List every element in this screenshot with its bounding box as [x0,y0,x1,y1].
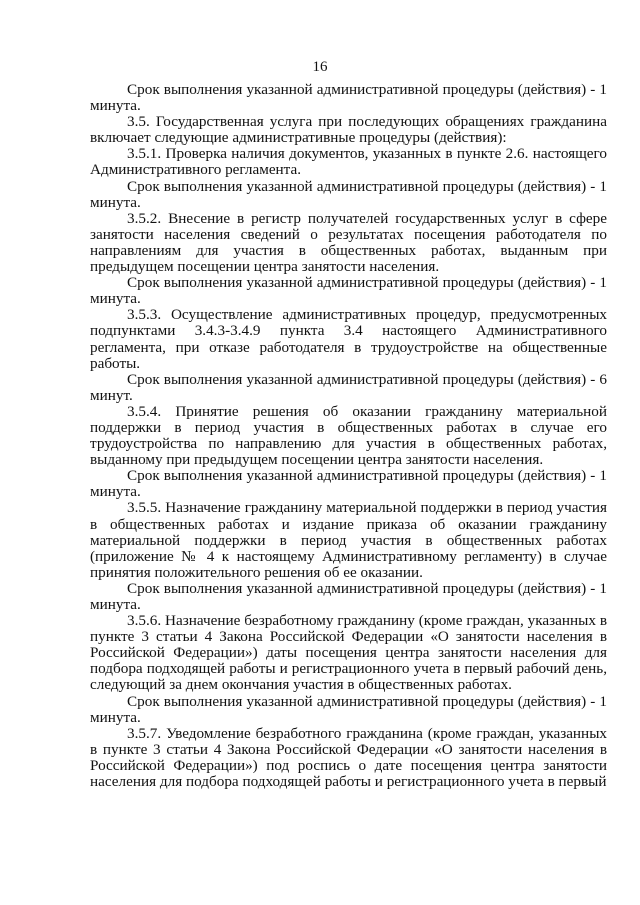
paragraph: Срок выполнения указанной административной процедуры (действия) - 6 минут. [90,370,607,404]
paragraph: 3.5.2. Внесение в регистр получателей государственных услуг в сфере занятости населения сведений о результатах посещения работодателя по направлениям для участия в общественных работах, выданным при предыдущем посещении центра занятости населения. [90,209,607,276]
paragraph: Срок выполнения указанной административной процедуры (действия) - 1 минута. [90,467,607,501]
paragraph: 3.5.1. Проверка наличия документов, указанных в пункте 2.6. настоящего Административного регламента. [90,145,607,179]
paragraph: 3.5.7. Уведомление безработного гражданина (кроме граждан, указанных в пункте 3 статьи 4 Закона Российской Федерации «О занятости населения в Российской Федерации») под роспись о дате посещения центра занятости населения для подбора подходящей работы и регистрационного учета в первый [90,724,607,791]
paragraph: 3.5. Государственная услуга при последующих обращениях гражданина включает следующие административные процедуры (действия): [90,113,607,147]
paragraph: Срок выполнения указанной административной процедуры (действия) - 1 минута. [90,177,607,211]
paragraph: 3.5.4. Принятие решения об оказании гражданину материальной поддержки в период участия в общественных работах в случае его трудоустройства по направлению для участия в общественных работах, выданному при предыдущем посещении центра занятости населения. [90,402,607,469]
paragraph: 3.5.5. Назначение гражданину материальной поддержки в период участия в общественных работах и издание приказа об оказании гражданину материальной поддержки в период участия в общественных работах (приложение № 4 к настоящему Административному регламенту) в случае принятия положительного решения об ее оказании. [90,499,607,581]
page-number: 16 [312,59,328,75]
paragraph: 3.5.6. Назначение безработному гражданину (кроме граждан, указанных в пункте 3 статьи 4 Закона Российской Федерации «О занятости населения в Российской Федерации») даты посещения центра занятости населения для подбора подходящей работы и регистрационного учета в первый рабочий день, следующий за днем окончания участия в общественных работах. [90,612,607,694]
paragraph: Срок выполнения указанной административной процедуры (действия) - 1 минута. [90,81,607,115]
paragraph: Срок выполнения указанной административной процедуры (действия) - 1 минута. [90,692,607,726]
paragraph: 3.5.3. Осуществление административных процедур, предусмотренных подпунктами 3.4.3-3.4.9 пункта 3.4 настоящего Административного регламента, при отказе работодателя в трудоустройстве на общественные работы. [90,306,607,372]
document-body [90,82,607,790]
paragraph: Срок выполнения указанной административной процедуры (действия) - 1 минута. [90,274,607,308]
paragraph: Срок выполнения указанной административной процедуры (действия) - 1 минута. [90,579,607,613]
